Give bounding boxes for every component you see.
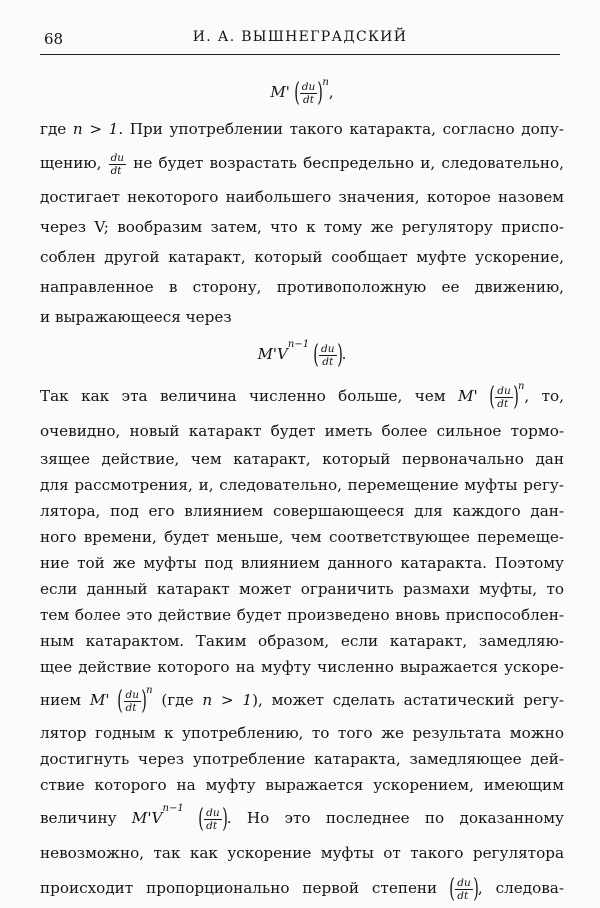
fraction-du-dt: $\frac{du}{dt}$ bbox=[125, 688, 139, 714]
fraction-du-dt: $\frac{du}{dt}$ bbox=[321, 342, 335, 368]
text-line: зящее действие, чем катаракт, который первоначально дан bbox=[40, 450, 564, 468]
text-line: через V; вообразим затем, что к тому же регулятору приспо- bbox=[40, 218, 564, 236]
text-line: невозможно, так как ускорение муфты от такого регулятора bbox=[40, 844, 564, 862]
text-line: лятора, под его влиянием совершающееся для каждого дан- bbox=[40, 502, 564, 520]
text-line: где n > 1. При употреблении такого катаракта, согласно допу- bbox=[40, 120, 564, 138]
formula-2: $M'V^{n-1}$ ( $\frac{du}{dt}$ ). bbox=[257, 339, 347, 370]
formula-1: M' ( $\frac{du}{dt}$ )$^n$, bbox=[270, 77, 334, 108]
text-line: лятор годным к употреблению, то того же результата можно bbox=[40, 724, 564, 742]
running-head: И. А. ВЫШНЕГРАДСКИЙ bbox=[192, 29, 408, 45]
page-number: 68 bbox=[44, 30, 64, 48]
text-line: для рассмотрения, и, следовательно, перемещение муфты регу- bbox=[40, 476, 564, 494]
text-line: происходит пропорционально первой степени ( $\frac{du}{dt}$ ), следова- bbox=[40, 874, 564, 904]
fraction-du-dt: $\frac{du}{dt}$ bbox=[301, 80, 316, 106]
text-line: достигнуть через употребление катаракта, замедляющее дей- bbox=[40, 750, 564, 768]
fraction-du-dt: $\frac{du}{dt}$ bbox=[497, 384, 511, 410]
text-line: и выражающееся через bbox=[40, 308, 232, 326]
fraction-du-dt: $\frac{du}{dt}$ bbox=[457, 876, 471, 902]
text-line: тем более это действие будет произведено вновь приспособлен- bbox=[40, 606, 564, 624]
fraction-du-dt: $\frac{du}{dt}$ bbox=[206, 806, 220, 832]
page-body bbox=[40, 70, 564, 908]
text-line: ного времени, будет меньше, чем соответствующее перемеще- bbox=[40, 528, 564, 546]
text-line: нием M' ( $\frac{du}{dt}$ )$^n$ (где n > 1), может сделать астатический регу- bbox=[40, 685, 565, 716]
text-line: Так как эта величина численно больше, чем M' ( $\frac{du}{dt}$ )$^n$, то, bbox=[40, 381, 565, 412]
text-line: щее действие которого на муфту численно выражается ускоре- bbox=[40, 658, 564, 676]
text-line: направленное в сторону, противоположную ее движению, bbox=[40, 278, 564, 296]
page-header bbox=[40, 28, 560, 54]
header-rule bbox=[40, 54, 560, 55]
text-line: очевидно, новый катаракт будет иметь более сильное тормо- bbox=[40, 422, 564, 440]
text-line: если данный катаракт может ограничить размахи муфты, то bbox=[40, 580, 564, 598]
fraction-du-dt: $\frac{du}{dt}$ bbox=[110, 151, 125, 177]
text-line: ным катарактом. Таким образом, если катаракт, замедляю- bbox=[40, 632, 564, 650]
text-line: величину $M'V^{n-1}$ ( $\frac{du}{dt}$ ). Но это последнее по доказанному bbox=[40, 803, 564, 834]
text-line: ние той же муфты под влиянием данного катаракта. Поэтому bbox=[40, 554, 564, 572]
text-line: достигает некоторого наибольшего значения, которое назовем bbox=[40, 188, 564, 206]
text-line: соблен другой катаракт, который сообщает муфте ускорение, bbox=[40, 248, 564, 266]
text-line: ствие которого на муфту выражается ускорением, имеющим bbox=[40, 776, 564, 794]
text-line: щению, $\frac{du}{dt}$ не будет возрастать беспредельно и, следовательно, bbox=[40, 151, 564, 177]
